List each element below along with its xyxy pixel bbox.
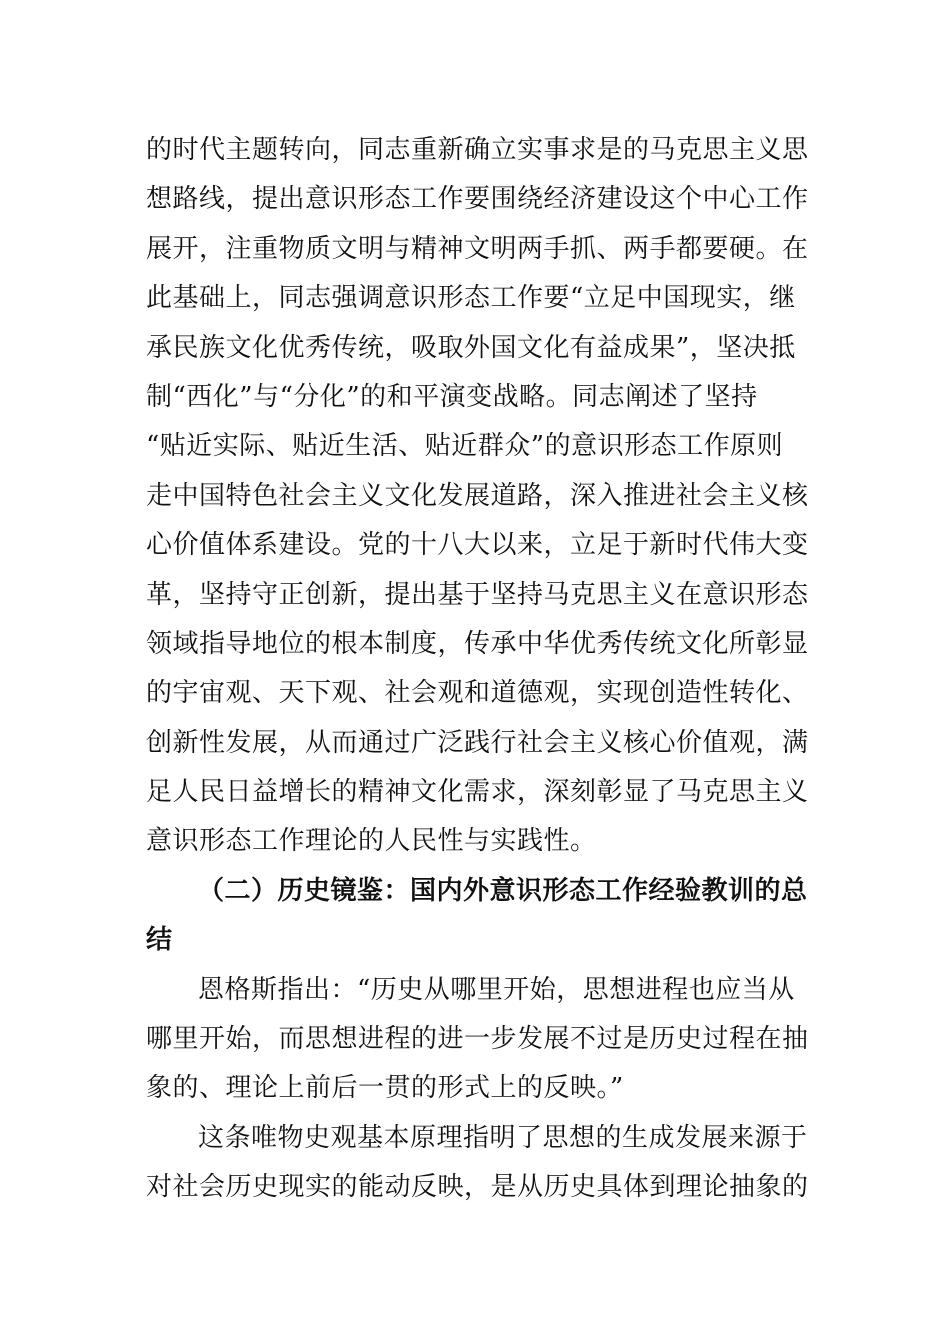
text-line: 足人民日益增长的精神文化需求，深刻彰显了马克思主义 <box>146 777 809 808</box>
text-line: 走中国特色社会主义文化发展道路，深入推进社会主义核 <box>146 480 809 511</box>
document-body <box>146 126 808 1213</box>
text-line: 心价值体系建设。党的十八大以来，立足于新时代伟大变 <box>146 530 809 561</box>
text-line: 恩格斯指出：“历史从哪里开始，思想进程也应当从 <box>198 974 795 1005</box>
text-line: 此基础上，同志强调意识形态工作要“立足中国现实，继 <box>146 283 796 314</box>
text-line: 对社会历史现实的能动反映，是从历史具体到理论抽象的 <box>146 1172 809 1203</box>
text-line: 哪里开始，而思想进程的进一步发展不过是历史过程在抽 <box>146 1024 809 1055</box>
text-line: “贴近实际、贴近生活、贴近群众”的意识形态工作原则 <box>146 431 784 462</box>
text-line: 制“西化”与“分化”的和平演变战略。同志阐述了坚持 <box>146 381 758 412</box>
text-line: 领域指导地位的根本制度，传承中华优秀传统文化所彰显 <box>146 628 809 659</box>
text-line: 的宇宙观、天下观、社会观和道德观，实现创造性转化、 <box>146 678 809 709</box>
text-line: 意识形态工作理论的人民性与实践性。 <box>146 826 597 857</box>
text-line: 的时代主题转向，同志重新确立实事求是的马克思主义思 <box>146 135 809 165</box>
text-line: 想路线，提出意识形态工作要围绕经济建设这个中心工作 <box>146 184 809 215</box>
text-line: 象的、理论上前后一贯的形式上的反映。” <box>146 1073 624 1104</box>
text-line: 创新性发展，从而通过广泛践行社会主义核心价值观，满 <box>146 727 809 758</box>
text-line: 承民族文化优秀传统，吸取外国文化有益成果”，坚决抵 <box>146 332 796 363</box>
text-line: 这条唯物史观基本原理指明了思想的生成发展来源于 <box>198 1122 808 1153</box>
section-heading-continuation: 结 <box>146 925 173 956</box>
text-line: 革，坚持守正创新，提出基于坚持马克思主义在意识形态 <box>146 579 809 610</box>
text-line: 展开，注重物质文明与精神文明两手抓、两手都要硬。在 <box>146 233 809 264</box>
section-heading: （二）历史镜鉴：国内外意识形态工作经验教训的总 <box>198 875 808 906</box>
